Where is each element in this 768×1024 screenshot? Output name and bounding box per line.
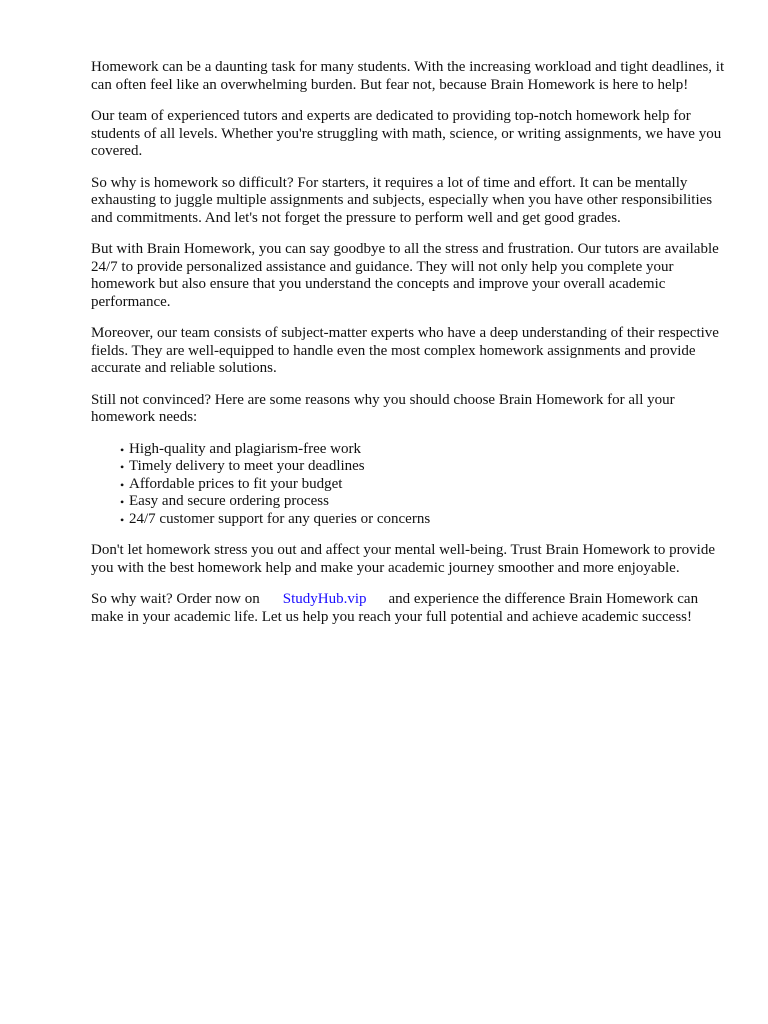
bullet-icon: • (120, 460, 125, 474)
list-item-text: Affordable prices to fit your budget (129, 475, 343, 492)
call-to-action-paragraph (91, 591, 731, 626)
list-item (120, 493, 731, 511)
experts-paragraph: Moreover, our team consists of subject-matter experts who have a deep understanding of their respective fields. They are well-equipped to handle even the most complex homework assignments and provide accurate and reliable solutions. (91, 325, 719, 376)
bullet-icon: • (120, 495, 125, 509)
reasons-list (91, 441, 731, 529)
bullet-icon: • (120, 512, 125, 527)
cta-text-before: So why wait? Order now on (91, 591, 260, 607)
cta-text-after: and experience the difference Brain Homework can make in your academic life. Let us help you reach your full potential and achieve academic success! (91, 591, 699, 625)
list-item (120, 511, 731, 529)
closing-paragraph: Don't let homework stress you out and affect your mental well-being. Trust Brain Homework to provide you with the best homework help and make your academic journey smoother and more enjoyable. (91, 542, 715, 576)
list-item (120, 476, 731, 494)
list-item (120, 458, 731, 476)
reasons-intro-paragraph: Still not convinced? Here are some reasons why you should choose Brain Homework for all your homework needs: (91, 391, 675, 425)
bullet-icon: • (120, 442, 125, 457)
list-item-text: Timely delivery to meet your deadlines (129, 458, 365, 474)
bullet-icon: • (120, 477, 125, 492)
document-body (91, 59, 731, 640)
list-item-text: Easy and secure ordering process (129, 493, 329, 509)
list-item (120, 441, 731, 459)
studyhub-link[interactable]: StudyHub.vip (282, 591, 367, 607)
intro-paragraph: Homework can be a daunting task for many students. With the increasing workload and tight deadlines, it can often feel like an overwhelming burden. But fear not, because Brain Homework is here to help! (91, 59, 725, 93)
list-item-text: 24/7 customer support for any queries or concerns (129, 510, 431, 527)
list-item-text: High-quality and plagiarism-free work (129, 440, 362, 457)
availability-paragraph: But with Brain Homework, you can say goodbye to all the stress and frustration. Our tutors are available 24/7 to provide personalized assistance and guidance. They will not only help you complete your homework but also ensure that you understand the concepts and improve your overall academic performance. (91, 241, 719, 310)
difficulty-paragraph: So why is homework so difficult? For starters, it requires a lot of time and effort. It can be mentally exhausting to juggle multiple assignments and subjects, especially when you have other responsibilities and commitments. And let's not forget the pressure to perform well and get good grades. (91, 174, 713, 226)
team-paragraph: Our team of experienced tutors and experts are dedicated to providing top-notch homework help for students of all levels. Whether you're struggling with math, science, or writing assignments, we have you covered. (91, 108, 722, 159)
